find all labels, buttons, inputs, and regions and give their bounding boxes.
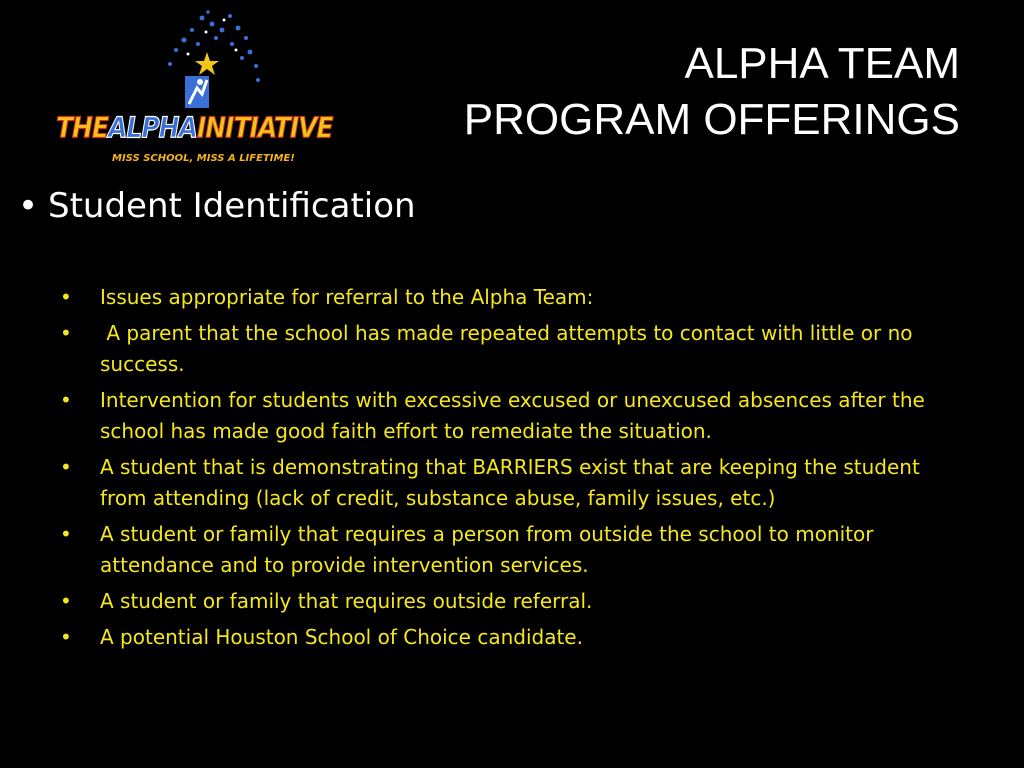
logo-word-alpha: ALPHA: [108, 110, 197, 145]
main-bullet-text: Student Identification: [48, 186, 416, 226]
sub-bullet-text: A student that is demonstrating that BARRIERS exist that are keeping the student from attending (lack of credit, substance abuse, family issues, etc.): [100, 455, 920, 510]
alpha-initiative-logo: [52, 8, 342, 168]
sub-bullet-symbol: •: [60, 388, 72, 412]
logo-word-initiative: INITIATIVE: [196, 110, 333, 145]
sub-bullet-text: A parent that the school has made repeated attempts to contact with little or no success.: [100, 321, 919, 376]
title-line-1: ALPHA TEAM: [684, 39, 960, 88]
sub-bullet-symbol: •: [60, 321, 72, 345]
sub-bullet-symbol: •: [60, 589, 72, 613]
sub-bullet-item: [60, 622, 960, 653]
logo-wordmark: [56, 111, 340, 144]
title-line-2: PROGRAM OFFERINGS: [463, 95, 960, 144]
main-bullet: [18, 184, 416, 228]
sub-bullet-text: Intervention for students with excessive excused or unexcused absences after the school has made good faith effort to remediate the situation.: [100, 388, 925, 443]
star-figure-logo-icon: [52, 8, 342, 118]
sub-bullet-symbol: •: [60, 522, 72, 546]
sub-bullet-symbol: •: [60, 625, 72, 649]
main-bullet-symbol: •: [18, 186, 39, 226]
sub-bullet-symbol: •: [60, 285, 72, 309]
sub-bullet-text: Issues appropriate for referral to the Alpha Team:: [100, 285, 594, 309]
sub-bullet-item: [60, 519, 960, 581]
sub-bullet-item: [60, 586, 960, 617]
logo-tagline: MISS SCHOOL, MISS A LIFETIME!: [112, 153, 295, 164]
sub-bullet-text: A student or family that requires a person from outside the school to monitor attendance and to provide intervention services.: [100, 522, 874, 577]
sub-bullet-item: [60, 318, 960, 380]
sub-bullet-list: [60, 282, 960, 658]
logo-word-the: THE: [56, 110, 109, 145]
sub-bullet-symbol: •: [60, 455, 72, 479]
slide-title: [464, 36, 960, 148]
sub-bullet-item: [60, 452, 960, 514]
sub-bullet-item: [60, 385, 960, 447]
sub-bullet-text: A potential Houston School of Choice candidate.: [100, 625, 583, 649]
sub-bullet-text: A student or family that requires outside referral.: [100, 589, 593, 613]
sub-bullet-item: [60, 282, 960, 313]
